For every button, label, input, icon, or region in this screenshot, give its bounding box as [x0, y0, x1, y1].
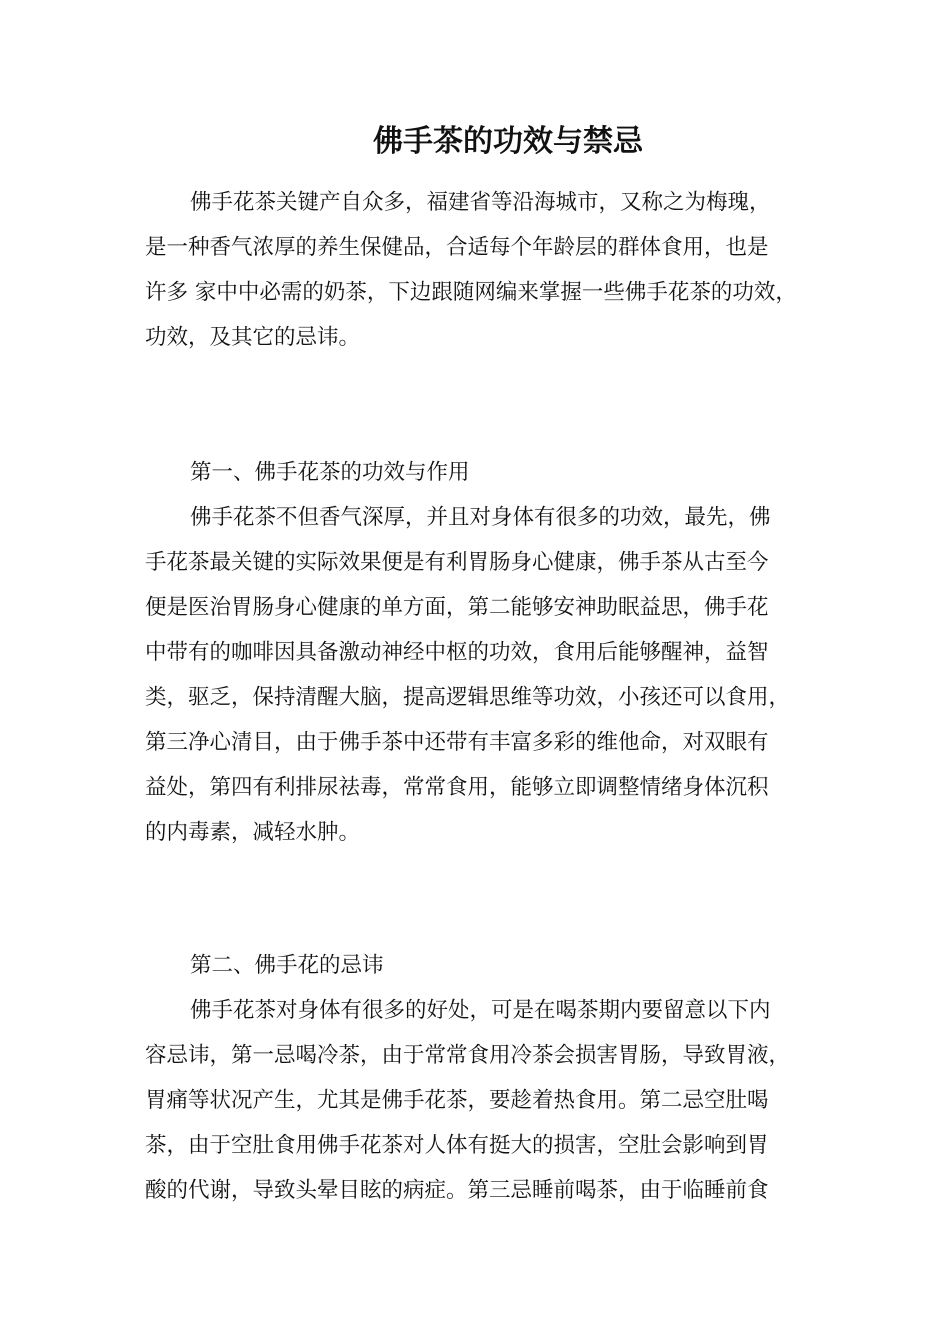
section-heading: 第一、佛手花茶的功效与作用: [190, 460, 470, 485]
paragraph-line: 益处，第四有利排尿祛毒，常常食用，能够立即调整情绪身体沉积: [145, 775, 769, 800]
paragraph-line: 胃痛等状况产生，尤其是佛手花茶，要趁着热食用。第二忌空肚喝: [145, 1088, 769, 1113]
paragraph-line: 是一种香气浓厚的养生保健品，合适每个年龄层的群体食用，也是: [145, 235, 769, 260]
section-2: [145, 943, 821, 1213]
paragraph-line: 茶，由于空肚食用佛手花茶对人体有挺大的损害，空肚会影响到胃: [145, 1133, 769, 1158]
paragraph-line: 佛手花茶关键产自众多，福建省等沿海城市，又称之为梅瑰，: [190, 190, 771, 215]
paragraph-line: 佛手花茶不但香气深厚，并且对身体有很多的功效，最先，佛: [190, 505, 771, 530]
paragraph-line: 的内毒素，减轻水肿。: [145, 820, 361, 845]
paragraph-line: 容忌讳，第一忌喝冷茶，由于常常食用冷茶会损害胃肠，导致胃液，: [145, 1043, 791, 1068]
section-heading: 第二、佛手花的忌讳: [190, 953, 384, 978]
paragraph-line: 手花茶最关键的实际效果便是有利胃肠身心健康，佛手茶从古至今: [145, 550, 769, 575]
paragraph-line: 佛手花茶对身体有很多的好处，可是在喝茶期内要留意以下内: [190, 998, 771, 1023]
document-title: 佛手茶的功效与禁忌: [373, 124, 643, 159]
paragraph-line: 便是医治胃肠身心健康的单方面，第二能够安神助眠益思，佛手花: [145, 595, 769, 620]
paragraph-line: 第三净心清目，由于佛手茶中还带有丰富多彩的维他命，对双眼有: [145, 730, 769, 755]
paragraph-line: 功效，及其它的忌讳。: [145, 325, 361, 350]
paragraph-line: 酸的代谢，导致头晕目眩的病症。第三忌睡前喝茶，由于临睡前食: [145, 1178, 769, 1203]
paragraph-line: 中带有的咖啡因具备激动神经中枢的功效，食用后能够醒神，益智: [145, 640, 769, 665]
paragraph-line: 类，驱乏，保持清醒大脑，提高逻辑思维等功效，小孩还可以食用，: [145, 685, 791, 710]
section-1: [145, 450, 821, 855]
paragraph-line: 许多 家中中必需的奶茶，下边跟随网编来掌握一些佛手花茶的功效，: [145, 280, 797, 305]
intro-paragraph: [145, 180, 821, 360]
